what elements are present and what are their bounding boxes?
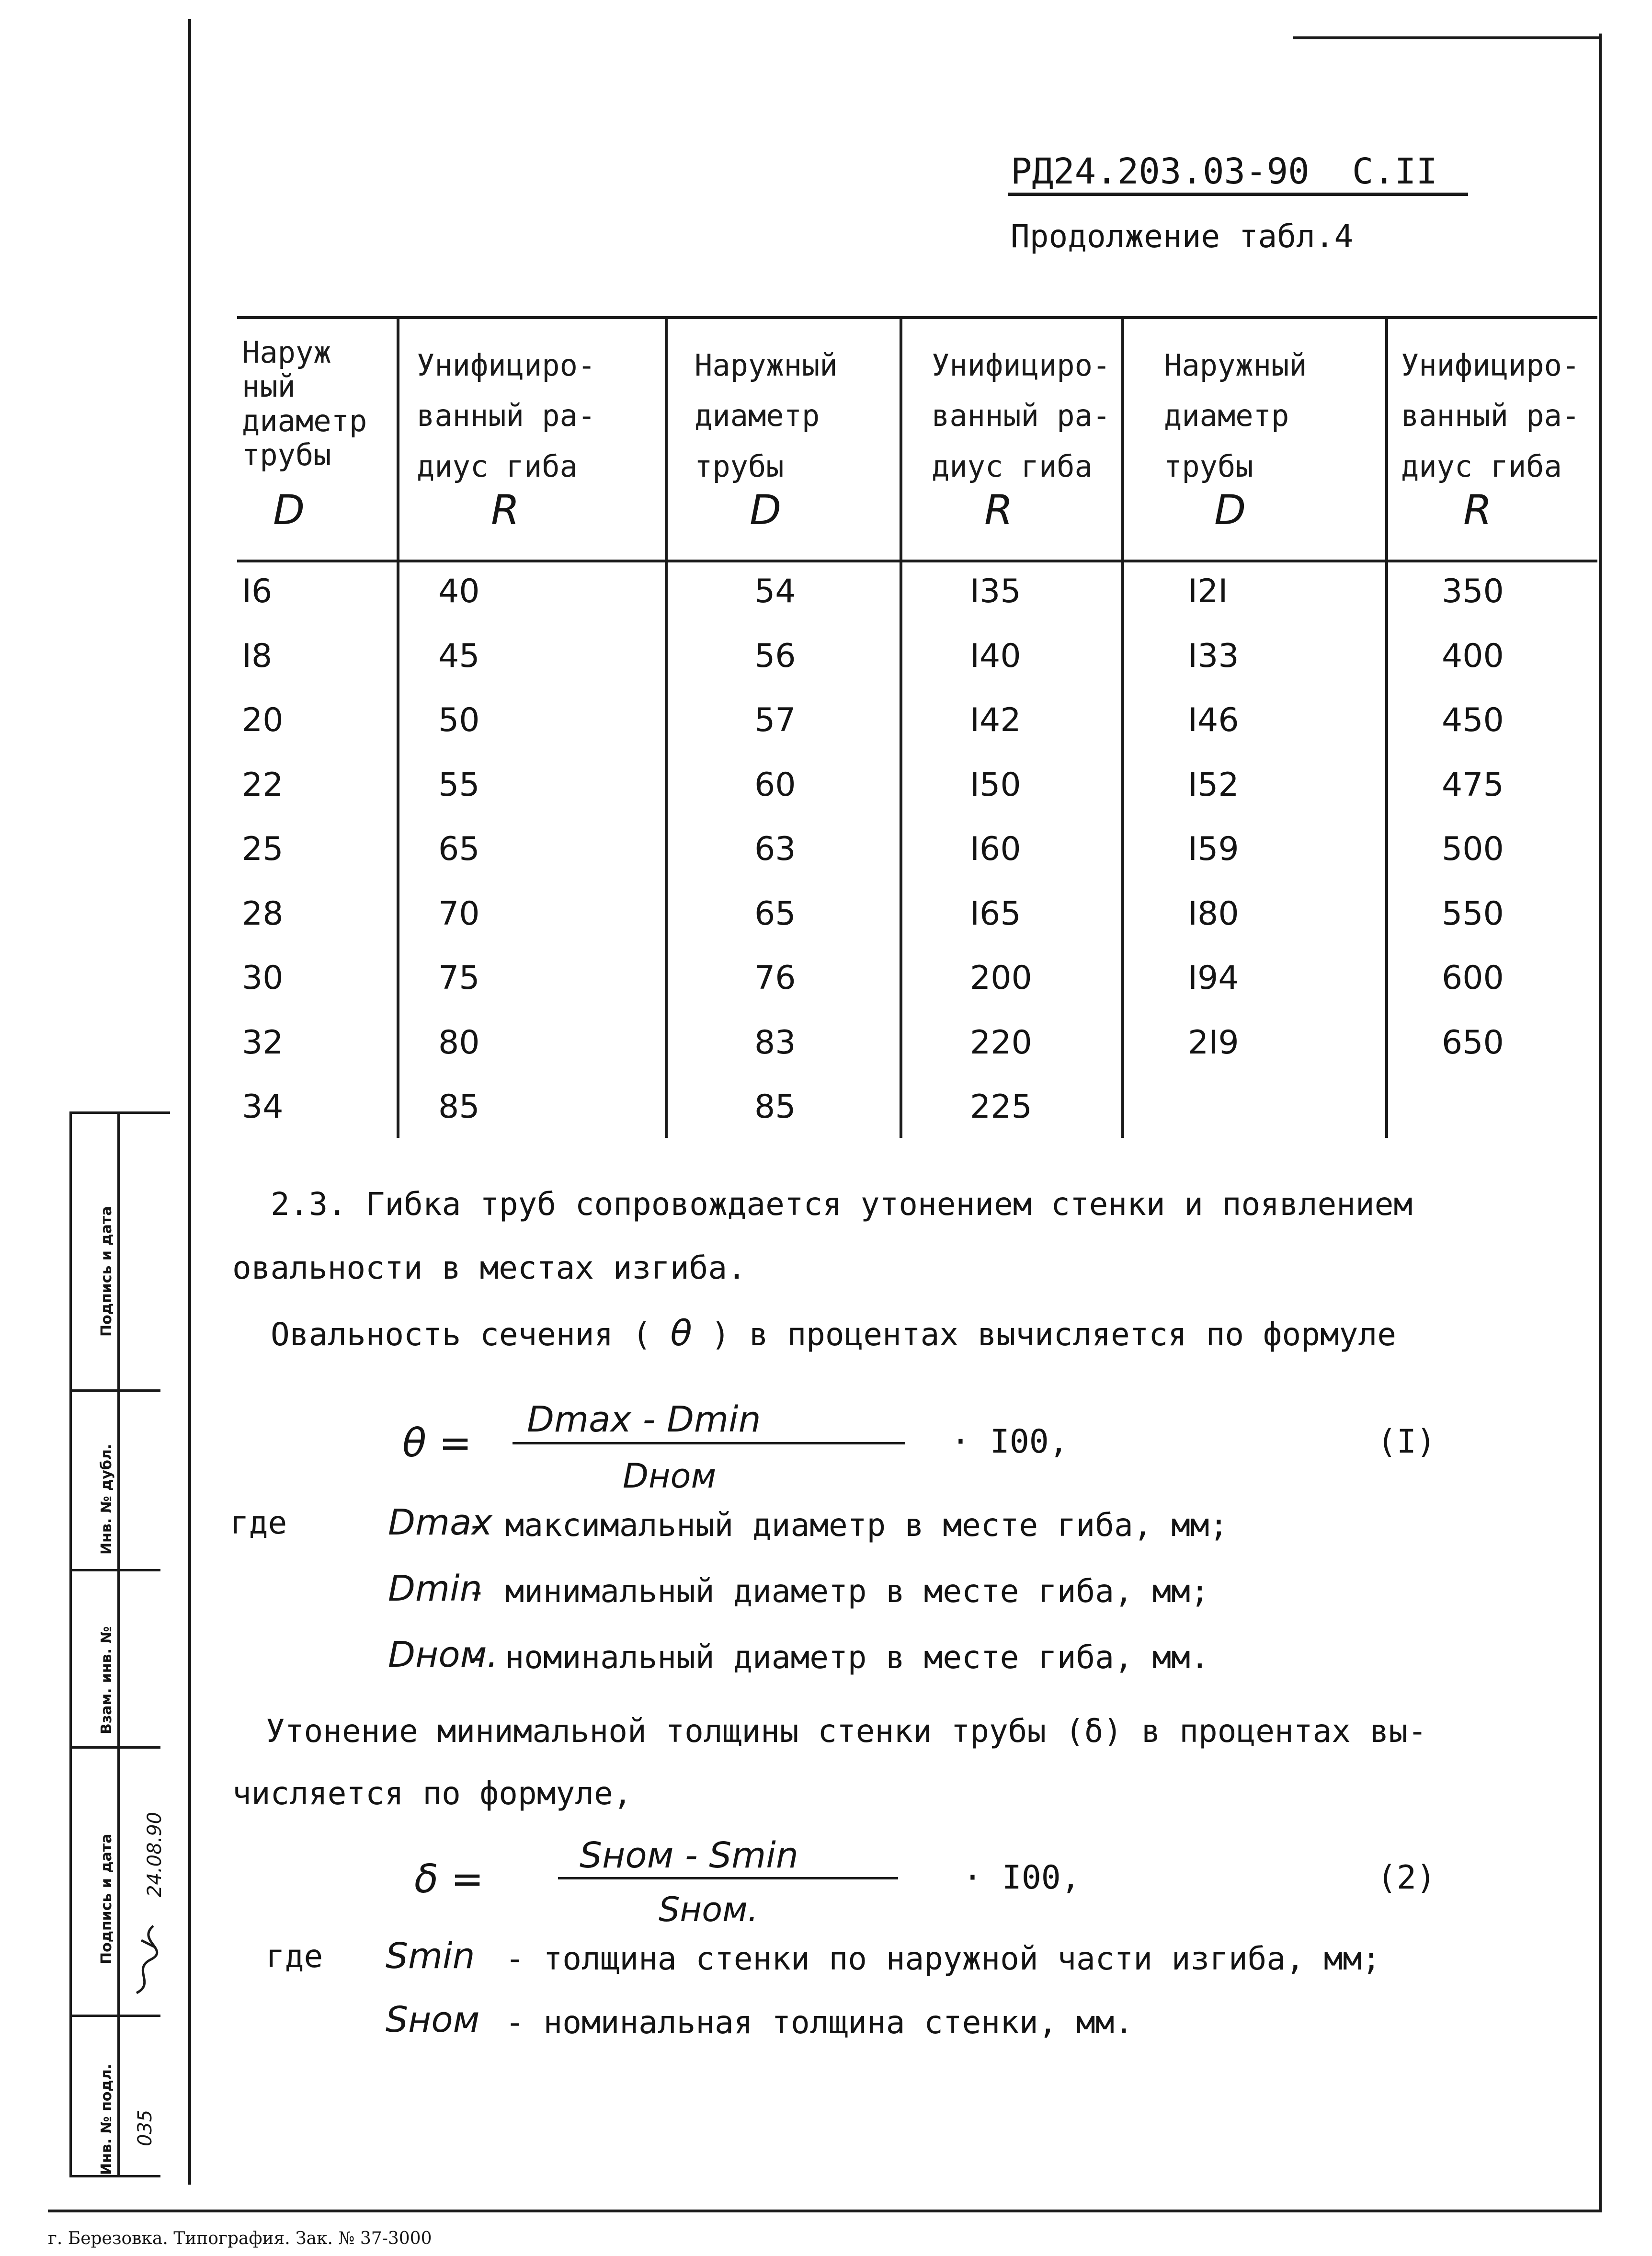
table-cell: I40 (970, 637, 1021, 675)
printer-footer: г. Березовка. Типография. Зак. № 37-3000 (48, 2229, 432, 2248)
formula-1-lhs: θ = (402, 1420, 472, 1466)
table-cell: 65 (438, 830, 480, 868)
formula-1-denominator: Dном (623, 1456, 717, 1496)
formula-1-numerator: Dmax - Dmin (527, 1399, 761, 1440)
header-line: диаметр (1164, 398, 1289, 434)
header-line: трубы (695, 448, 784, 484)
table-cell: I60 (970, 830, 1021, 868)
paragraph-line: Утонение минимальной толщины стенки трубы (δ) в процентах вы- (266, 1713, 1427, 1750)
formula-1-fraction-bar (513, 1442, 905, 1444)
stamp-handwritten-number: 035 (134, 2109, 156, 2146)
header-line: диаметр (695, 398, 820, 434)
table-cell: 75 (438, 959, 480, 997)
header-line: Наружный (695, 348, 838, 383)
table-cell: 40 (438, 573, 480, 610)
header-line: Унифициро- (932, 348, 1111, 383)
stamp-rule (69, 2175, 160, 2177)
table-header-rule (237, 560, 1597, 562)
definition-symbol: Smin (386, 1935, 475, 1977)
definition-text: - номинальная толщина стенки, мм. (505, 2004, 1134, 2041)
stamp-rule (69, 1389, 160, 1392)
paragraph-line: овальности в местах изгиба. (232, 1249, 746, 1286)
table-cell: 65 (754, 894, 796, 933)
table-cell: 500 (1442, 830, 1504, 868)
stamp-rule (69, 1746, 160, 1749)
table-cell: 80 (438, 1023, 480, 1062)
frame-right-line (1599, 34, 1602, 2211)
table-cell: I6 (242, 573, 273, 610)
table-cell: 25 (242, 830, 284, 868)
table-cell: 22 (242, 766, 284, 804)
stamp-label-signature-date: Подпись и дата (98, 1206, 115, 1337)
table-col-divider (665, 316, 668, 1138)
stamp-signature-icon (127, 1912, 165, 1998)
table-cell: 70 (438, 894, 480, 933)
table-cell: 60 (754, 766, 796, 804)
table-cell: I94 (1188, 959, 1239, 997)
table-col-divider (1385, 316, 1388, 1138)
formula-2-lhs: δ = (414, 1856, 484, 1902)
header-line: Унифициро- (417, 348, 596, 383)
column-symbol: R (1463, 486, 1492, 534)
table-cell: I8 (242, 637, 273, 675)
header-line: диус гиба (932, 448, 1093, 484)
stamp-rule (69, 2015, 160, 2017)
stamp-rule (69, 1111, 170, 1114)
formula-2-fraction-bar (558, 1877, 898, 1879)
header-line: Наруж (242, 335, 331, 370)
table-cell: I50 (970, 766, 1021, 804)
paragraph-line (271, 1313, 1396, 1354)
table-cell: 54 (754, 573, 796, 610)
column-header (242, 335, 367, 472)
ovality-symbol: θ (670, 1313, 692, 1354)
header-line: трубы (1164, 448, 1253, 484)
definition-symbol: Dном. (388, 1634, 498, 1675)
table-cell: 55 (438, 766, 480, 804)
frame-bottom-line (48, 2210, 1602, 2212)
table-cell: I2I (1188, 573, 1228, 610)
formula-2-denominator: Sном. (659, 1890, 759, 1929)
header-line: диус гиба (417, 448, 578, 484)
column-symbol: D (750, 486, 782, 534)
table-cell: 650 (1442, 1023, 1504, 1062)
table-cell: I35 (970, 573, 1021, 610)
header-line: ванный ра- (1401, 398, 1580, 434)
formula-2-multiplier: · I00, (963, 1859, 1081, 1897)
column-header (932, 340, 1110, 492)
table-cell: 200 (970, 959, 1032, 997)
table-cell: 57 (754, 701, 796, 739)
column-symbol: R (491, 486, 520, 534)
where-label: где (266, 1938, 323, 1975)
table-cell: 550 (1442, 894, 1504, 933)
definition-text: - минимальный диаметр в месте гиба, мм; (467, 1573, 1209, 1610)
definition-symbol: Sном (386, 1999, 480, 2040)
table-cell: 45 (438, 637, 480, 675)
header-line: Унифициро- (1401, 348, 1580, 383)
table-cell: 32 (242, 1023, 284, 1062)
column-header (695, 340, 838, 492)
stamp-label-original-number: Инв. № подл. (98, 2063, 115, 2175)
table-col-divider (397, 316, 399, 1138)
table-cell: I65 (970, 894, 1021, 933)
table-cell: 475 (1442, 766, 1504, 804)
table-cell: 350 (1442, 573, 1504, 610)
table-cell: 400 (1442, 637, 1504, 675)
header-line: трубы (242, 437, 331, 472)
formula-1-multiplier: · I00, (951, 1423, 1069, 1461)
table-cell: I59 (1188, 830, 1239, 868)
table-cell: 56 (754, 637, 796, 675)
table-cell: I46 (1188, 701, 1239, 739)
header-line: ванный ра- (932, 398, 1111, 434)
document-code: РД24.203.03-90 С.II (1011, 151, 1438, 192)
header-line: ный (242, 369, 296, 404)
pipe-bend-radius-table (237, 316, 1597, 1140)
table-cell: I52 (1188, 766, 1239, 804)
table-top-rule (237, 316, 1597, 319)
column-symbol: R (984, 486, 1013, 534)
definition-text: - толщина стенки по наружной части изгиба, мм; (505, 1940, 1381, 1977)
formula-2-numerator: Sном - Smin (580, 1835, 798, 1876)
definition-symbol: Dmin (388, 1568, 482, 1609)
stamp-label-signature-date: Подпись и дата (98, 1833, 115, 1964)
table-cell: 220 (970, 1023, 1032, 1062)
formula-1-number: (I) (1377, 1423, 1436, 1461)
column-header (417, 340, 595, 492)
frame-top-line (1293, 36, 1602, 39)
header-line: Наружный (1164, 348, 1307, 383)
table-cell: 20 (242, 701, 284, 739)
table-continuation-title: Продолжение табл.4 (1011, 218, 1354, 255)
stamp-handwritten-date: 24.08.90 (144, 1811, 166, 1897)
table-cell: 76 (754, 959, 796, 997)
definition-text: - максимальный диаметр в месте гиба, мм; (467, 1507, 1229, 1544)
header-line: диаметр (242, 403, 367, 438)
column-header (1401, 340, 1580, 492)
table-cell: I80 (1188, 894, 1239, 933)
table-cell: I42 (970, 701, 1021, 739)
header-line: диус гиба (1401, 448, 1562, 484)
where-label: где (230, 1504, 287, 1541)
column-symbol: D (273, 486, 305, 534)
table-cell: 2I9 (1188, 1023, 1239, 1062)
table-cell: I33 (1188, 637, 1239, 675)
definition-text: - номинальный диаметр в месте гиба, мм. (467, 1639, 1209, 1676)
table-cell: 450 (1442, 701, 1504, 739)
frame-left-line (188, 19, 191, 2185)
paragraph-text: Овальность сечения ( (271, 1316, 651, 1353)
table-cell: 225 (970, 1088, 1032, 1126)
paragraph-line: 2.3. Гибка труб сопровождается утонением стенки и появлением (271, 1186, 1413, 1223)
document-code-underline (1008, 193, 1468, 196)
table-cell: 600 (1442, 959, 1504, 997)
definition-symbol: Dmax (388, 1502, 493, 1543)
stamp-label-duplicate-number: Инв. № дубл. (98, 1443, 115, 1555)
table-cell: 83 (754, 1023, 796, 1062)
formula-2-number: (2) (1377, 1859, 1436, 1897)
table-cell: 30 (242, 959, 284, 997)
stamp-label-replacement-number: Взам. инв. № (98, 1626, 115, 1734)
table-cell: 34 (242, 1088, 284, 1126)
table-cell: 85 (438, 1088, 480, 1126)
table-col-divider (900, 316, 902, 1138)
column-header (1164, 340, 1307, 492)
column-symbol: D (1214, 486, 1246, 534)
paragraph-line: числяется по формуле, (232, 1775, 632, 1812)
table-cell: 28 (242, 894, 284, 933)
table-col-divider (1121, 316, 1124, 1138)
paragraph-text: ) в процентах вычисляется по формуле (711, 1316, 1396, 1353)
table-cell: 50 (438, 701, 480, 739)
header-line: ванный ра- (417, 398, 596, 434)
table-cell: 85 (754, 1088, 796, 1126)
stamp-rule (69, 1569, 160, 1571)
table-cell: 63 (754, 830, 796, 868)
